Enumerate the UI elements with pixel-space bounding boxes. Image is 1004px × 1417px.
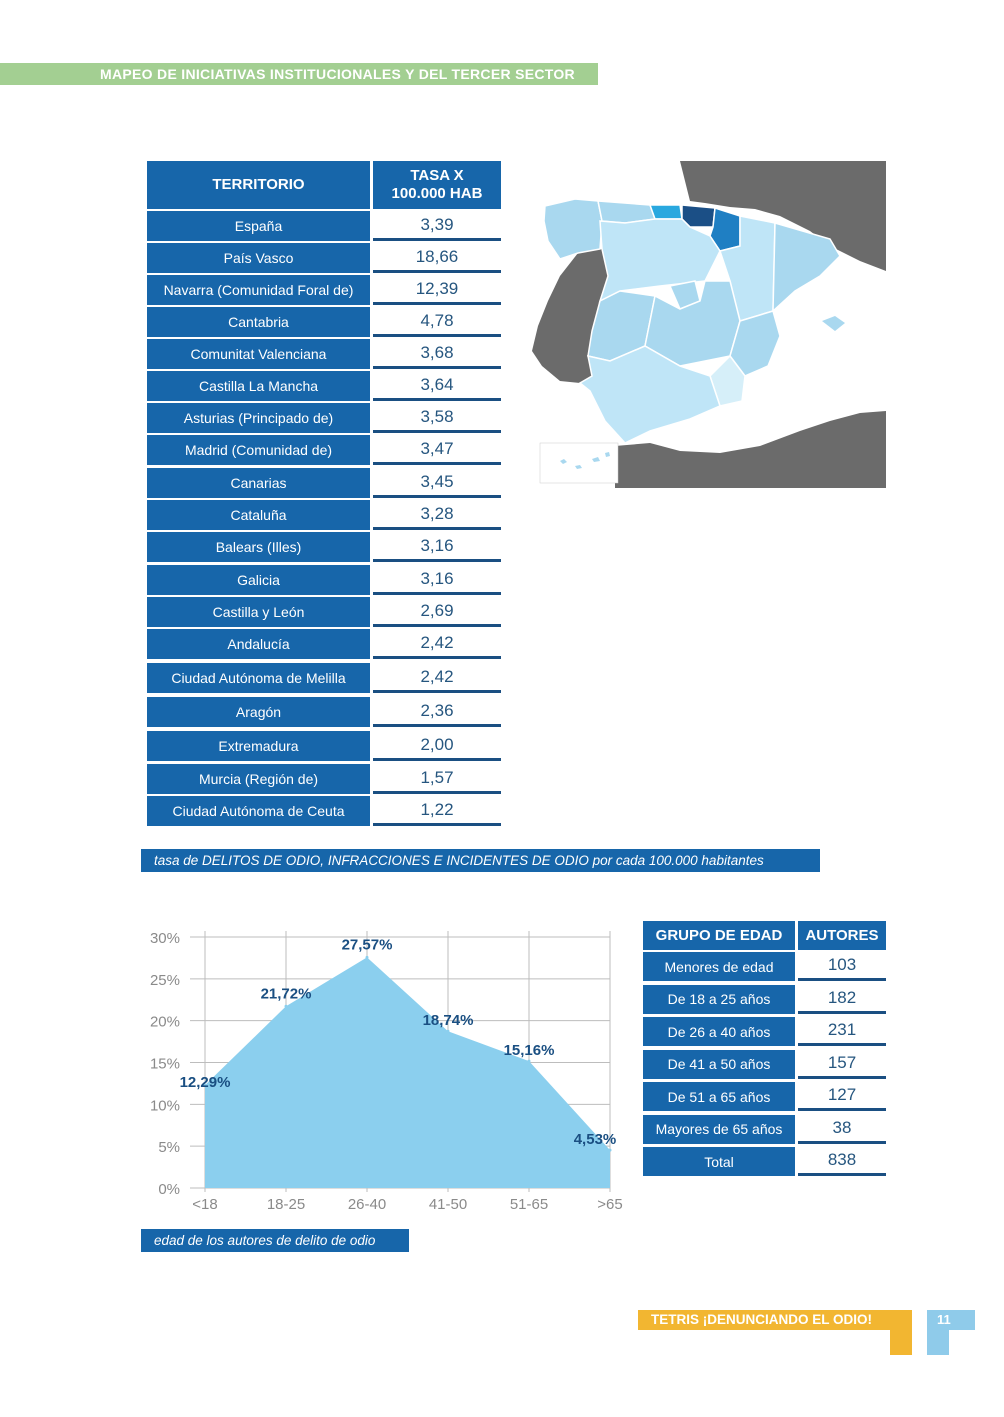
x-tick-label: 41-50 — [428, 1196, 468, 1213]
age-authors-value: 38 — [798, 1115, 886, 1144]
x-tick-label: >65 — [597, 1196, 623, 1213]
territory-rate: 2,00 — [373, 731, 501, 761]
data-label: 27,57% — [341, 936, 393, 954]
territory-rate: 3,39 — [373, 211, 501, 241]
territory-rate: 3,16 — [373, 565, 501, 595]
age-caption: edad de los autores de delito de odio — [141, 1229, 409, 1252]
data-label: 21,72% — [260, 985, 312, 1003]
territory-row — [147, 597, 507, 627]
data-point — [447, 1030, 450, 1033]
territory-rate: 3,45 — [373, 468, 501, 498]
territory-name: Murcia (Región de) — [147, 764, 370, 794]
territory-name: Galicia — [147, 565, 370, 595]
territory-name: País Vasco — [147, 243, 370, 273]
age-area-chart — [130, 915, 630, 1220]
spain-map — [530, 161, 886, 488]
territory-name: Navarra (Comunidad Foral de) — [147, 275, 370, 305]
data-label: 12,29% — [179, 1074, 231, 1092]
territory-name: Canarias — [147, 468, 370, 498]
territory-rate: 3,47 — [373, 435, 501, 465]
age-group-name: Mayores de 65 años — [643, 1115, 795, 1144]
territory-name: Asturias (Principado de) — [147, 403, 370, 433]
age-group-name: Total — [643, 1147, 795, 1176]
territory-name: Cataluña — [147, 500, 370, 530]
territory-rate: 2,69 — [373, 597, 501, 627]
x-tick-label: 51-65 — [509, 1196, 549, 1213]
age-authors-value: 182 — [798, 985, 886, 1014]
age-group-name: Menores de edad — [643, 952, 795, 981]
data-label: 4,53% — [573, 1131, 617, 1149]
territory-rate: 2,42 — [373, 629, 501, 659]
territory-row — [147, 697, 507, 727]
territory-row — [147, 307, 507, 337]
age-authors-value: 127 — [798, 1082, 886, 1111]
territory-row — [147, 371, 507, 401]
territory-name: Ciudad Autónoma de Melilla — [147, 663, 370, 693]
territory-name: Madrid (Comunidad de) — [147, 435, 370, 465]
territory-rate: 12,39 — [373, 275, 501, 305]
territory-row — [147, 468, 507, 498]
age-group-name: De 41 a 50 años — [643, 1050, 795, 1079]
territory-row — [147, 663, 507, 693]
rate-header — [373, 161, 501, 209]
x-tick-label: <18 — [192, 1196, 218, 1213]
age-group-name: De 18 a 25 años — [643, 985, 795, 1014]
footer-band-tab — [890, 1310, 912, 1355]
territory-rate: 3,58 — [373, 403, 501, 433]
header-title: MAPEO DE INICIATIVAS INSTITUCIONALES Y DEL TERCER SECTOR — [100, 66, 575, 82]
age-row — [643, 1115, 886, 1144]
age-group-name: De 51 a 65 años — [643, 1082, 795, 1111]
territory-caption: tasa de DELITOS DE ODIO, INFRACCIONES E INCIDENTES DE ODIO por cada 100.000 habitantes — [141, 849, 820, 872]
territory-rate: 18,66 — [373, 243, 501, 273]
data-point — [528, 1060, 531, 1063]
y-tick-label: 0% — [158, 1181, 180, 1198]
y-tick-label: 10% — [149, 1097, 180, 1115]
territory-row — [147, 275, 507, 305]
territory-row — [147, 243, 507, 273]
territory-name: Castilla y León — [147, 597, 370, 627]
y-tick-label: 15% — [149, 1055, 180, 1073]
age-row — [643, 952, 886, 981]
territory-rate: 3,16 — [373, 532, 501, 562]
map-cantabria — [650, 205, 682, 219]
y-tick-label: 20% — [149, 1013, 180, 1031]
age-row — [643, 1017, 886, 1046]
territory-name: Cantabria — [147, 307, 370, 337]
age-authors-value: 838 — [798, 1147, 886, 1176]
data-point — [366, 956, 369, 959]
territory-rate: 3,68 — [373, 339, 501, 369]
territory-row — [147, 629, 507, 659]
territory-row — [147, 731, 507, 761]
territory-row — [147, 764, 507, 794]
x-tick-label: 26-40 — [347, 1196, 387, 1213]
territory-name: Balears (Illes) — [147, 532, 370, 562]
territory-rate: 2,42 — [373, 663, 501, 693]
age-row — [643, 1050, 886, 1079]
territory-rate: 1,22 — [373, 796, 501, 826]
territory-rate: 2,36 — [373, 697, 501, 727]
territory-row — [147, 435, 507, 465]
y-tick-label: 30% — [149, 930, 180, 947]
territory-row — [147, 211, 507, 241]
age-authors-value: 103 — [798, 952, 886, 981]
map-canarias-inset — [540, 443, 618, 483]
y-tick-label: 5% — [158, 1139, 180, 1157]
territory-name: España — [147, 211, 370, 241]
territory-name: Aragón — [147, 697, 370, 727]
territory-name: Andalucía — [147, 629, 370, 659]
data-point — [285, 1005, 288, 1008]
rate-header-line2: 100.000 HAB — [391, 185, 483, 202]
territory-row — [147, 339, 507, 369]
footer-title: TETRIS ¡DENUNCIANDO EL ODIO! — [651, 1312, 873, 1327]
authors-header: AUTORES — [798, 921, 886, 950]
territory-row — [147, 532, 507, 562]
page-number: 11 — [937, 1312, 951, 1327]
rate-header-line1: TASA X — [410, 167, 464, 184]
territory-rate: 3,28 — [373, 500, 501, 530]
territory-rate: 4,78 — [373, 307, 501, 337]
territory-row — [147, 500, 507, 530]
territory-header: TERRITORIO — [147, 161, 370, 209]
territory-row — [147, 565, 507, 595]
y-tick-label: 25% — [149, 971, 180, 989]
territory-name: Comunitat Valenciana — [147, 339, 370, 369]
territory-row — [147, 403, 507, 433]
data-point — [609, 1149, 612, 1152]
territory-name: Castilla La Mancha — [147, 371, 370, 401]
territory-name: Ciudad Autónoma de Ceuta — [147, 796, 370, 826]
age-authors-value: 231 — [798, 1017, 886, 1046]
territory-row — [147, 796, 507, 826]
data-label: 15,16% — [503, 1042, 555, 1060]
territory-rate: 1,57 — [373, 764, 501, 794]
age-total-row — [643, 1147, 886, 1176]
age-row — [643, 985, 886, 1014]
x-tick-label: 18-25 — [266, 1196, 306, 1213]
age-group-header: GRUPO DE EDAD — [643, 921, 795, 950]
age-authors-value: 157 — [798, 1050, 886, 1079]
age-row — [643, 1082, 886, 1111]
data-label: 18,74% — [422, 1012, 474, 1030]
territory-rate: 3,64 — [373, 371, 501, 401]
age-group-name: De 26 a 40 años — [643, 1017, 795, 1046]
territory-name: Extremadura — [147, 731, 370, 761]
